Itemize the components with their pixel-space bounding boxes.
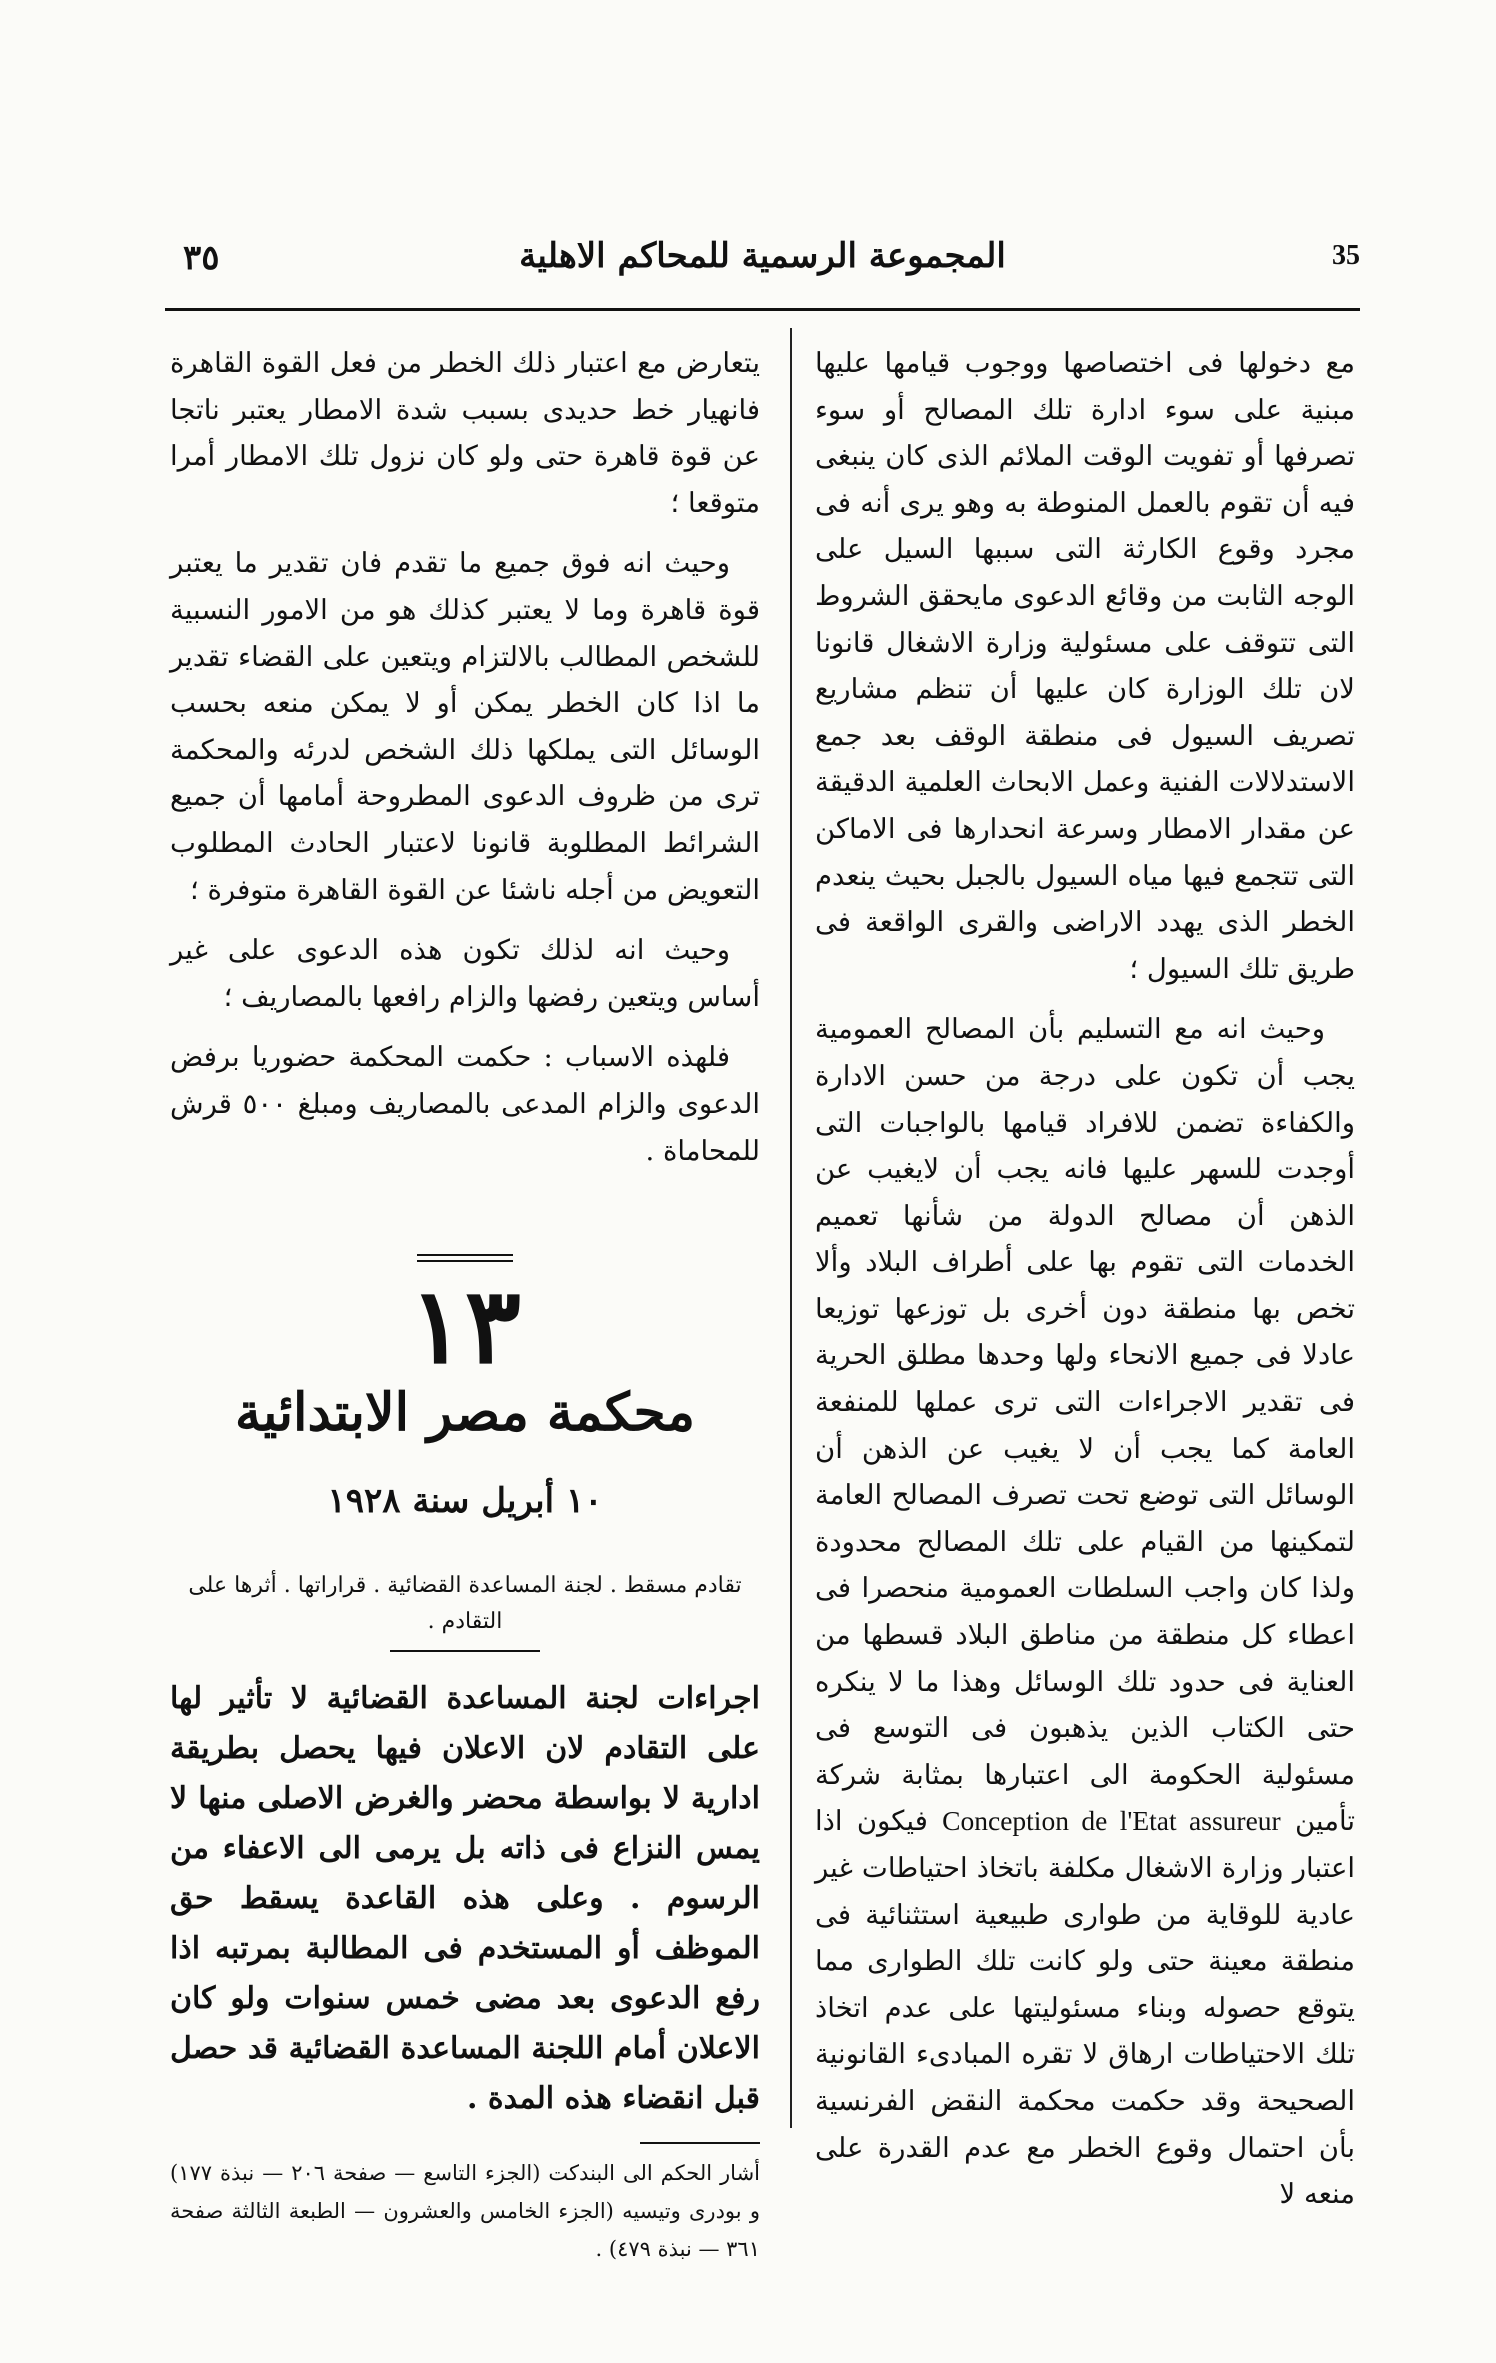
header-rule xyxy=(165,308,1360,311)
french-term: Conception de l'Etat assureur xyxy=(942,1805,1281,1837)
court-name: محكمة مصر الابتدائية xyxy=(235,1382,695,1444)
page-header xyxy=(165,228,1360,288)
paragraph: مع دخولها فى اختصاصها ووجوب قيامها عليها مبنية على سوء ادارة تلك المصالح أو سوء تصرفها أو تفويت الوقت الملائم الذى كان ينبغى فيه أن تقوم بالعمل المنوطة به وهو يرى أنه فى مجرد وقوع الكارثة التى سببها السيل على الوجه الثابت من وقائع الدعوى مايحقق الشروط التى تتوقف على مسئولية وزارة الاشغال قانونا لان تلك الوزارة كان عليها أن تنظم مشاريع تصريف السيول فى منطقة الوقف بعد جمع الاستدلالات الفنية وعمل الابحاث العلمية الدقيقة عن مقدار الامطار وسرعة انحدارها فى الاماكن التى تتجمع فيها مياه السيول بالجبل بحيث ينعدم الخطر الذى يهدد الاراضى والقرى الواقعة فى طريق تلك السيول ؛ xyxy=(815,347,1355,985)
left-column xyxy=(170,340,760,2282)
running-title: المجموعة الرسمية للمحاكم الاهلية xyxy=(519,236,1006,276)
case-heading xyxy=(170,1254,760,1652)
footnote: أشار الحكم الى البندكت (الجزء التاسع — صفحة ٢٠٦ — نبذة ١٧٧) و بودرى وتيسيه (الجزء الخامس والعشرون — الطبعة الثالثة صفحة ٣٦١ — نبذة ٤٧٩) . xyxy=(170,2161,760,2262)
paragraph-text: فيكون اذا اعتبار وزارة الاشغال مكلفة باتخاذ احتياطات غير عادية للوقاية من طوارى طبيعية استثنائية فى منطقة معينة حتى ولو كانت تلك الطوارى مما يتوقع حصوله وبناء مسئوليتها على عدم اتخاذ تلك الاحتياطات ارهاق لا تقره المبادىء القانونية الصحيحة وقد حكمت محكمة النقض الفرنسية بأن احتمال وقوع الخطر مع عدم القدرة على منعه لا xyxy=(815,1805,1355,2211)
paragraph: يتعارض مع اعتبار ذلك الخطر من فعل القوة القاهرة فانهيار خط حديدى بسبب شدة الامطار يعتبر ناتجا عن قوة قاهرة حتى ولو كان نزول تلك الامطار أمرا متوقعا ؛ xyxy=(170,347,760,519)
case-keywords: تقادم مسقط . لجنة المساعدة القضائية . قراراتها . أثرها على التقادم . xyxy=(188,1573,742,1635)
right-column xyxy=(815,340,1355,2232)
paragraph-text: وحيث انه مع التسليم بأن المصالح العمومية يجب أن تكون على درجة من حسن الادارة والكفاءة تضمن للافراد قيامها بالواجبات التى أوجدت للسهر عليها فانه يجب أن لايغيب عن الذهن أن مصالح الدولة من شأنها تعميم الخدمات التى تقوم بها على أطراف البلاد وألا تخص بها منطقة دون أخرى بل توزعها توزيعا عادلا فى جميع الانحاء ولها وحدها مطلق الحرية فى تقدير الاجراءات التى ترى عملها للمنفعة العامة كما يجب أن لا يغيب عن الذهن أن الوسائل التى توضع تحت تصرف المصالح العامة لتمكينها من القيام على تلك المصالح محدودة ولذا كان واجب السلطات العمومية منحصرا فى اعطاء كل منطقة من مناطق البلاد قسطها من العناية فى حدود تلك الوسائل وهذا ما لا ينكره حتى الكتاب الذين يذهبون فى التوسع فى مسئولية الحكومة الى اعتبارها بمثابة شركة تأمين xyxy=(815,1013,1355,1838)
column-divider xyxy=(790,328,792,2128)
page-number-arabic: ٣٥ xyxy=(183,238,220,278)
footnote-rule xyxy=(640,2142,760,2144)
keywords-rule xyxy=(390,1650,540,1652)
paragraph: وحيث انه لذلك تكون هذه الدعوى على غير أساس ويتعين رفضها والزام رافعها بالمصاريف ؛ xyxy=(170,934,760,1013)
section-divider xyxy=(417,1254,513,1262)
paragraph xyxy=(815,1006,1355,2217)
case-summary: اجراءات لجنة المساعدة القضائية لا تأثير لها على التقادم لان الاعلان فيها يحصل بطريقة ادارية لا بواسطة محضر والغرض الاصلى منها لا يمس النزاع فى ذاته بل يرمى الى الاعفاء من الرسوم . وعلى هذه القاعدة يسقط حق الموظف أو المستخدم فى المطالبة بمرتبه اذا رفع الدعوى بعد مضى خمس سنوات ولو كان الاعلان أمام اللجنة المساعدة القضائية قد حصل قبل انقضاء هذه المدة . xyxy=(170,1681,760,2117)
paragraph: وحيث انه فوق جميع ما تقدم فان تقدير ما يعتبر قوة قاهرة وما لا يعتبر كذلك هو من الامور النسبية للشخص المطالب بالالتزام ويتعين على القضاء تقدير ما اذا كان الخطر يمكن أو لا يمكن منعه بحسب الوسائل التى يملكها ذلك الشخص لدرئه والمحكمة ترى من ظروف الدعوى المطروحة أمامها أن جميع الشرائط المطلوبة قانونا لاعتبار الحادث المطلوب التعويض من أجله ناشئا عن القوة القاهرة متوفرة ؛ xyxy=(170,547,760,906)
page-number-latin: 35 xyxy=(1332,240,1360,271)
case-date: ١٠ أبريل سنة ١٩٢٨ xyxy=(327,1481,603,1522)
case-number: ١٣ xyxy=(409,1264,521,1388)
paragraph: فلهذه الاسباب : حكمت المحكمة حضوريا برفض الدعوى والزام المدعى بالمصاريف ومبلغ ٥٠٠ قرش للمحاماة . xyxy=(170,1041,760,1167)
